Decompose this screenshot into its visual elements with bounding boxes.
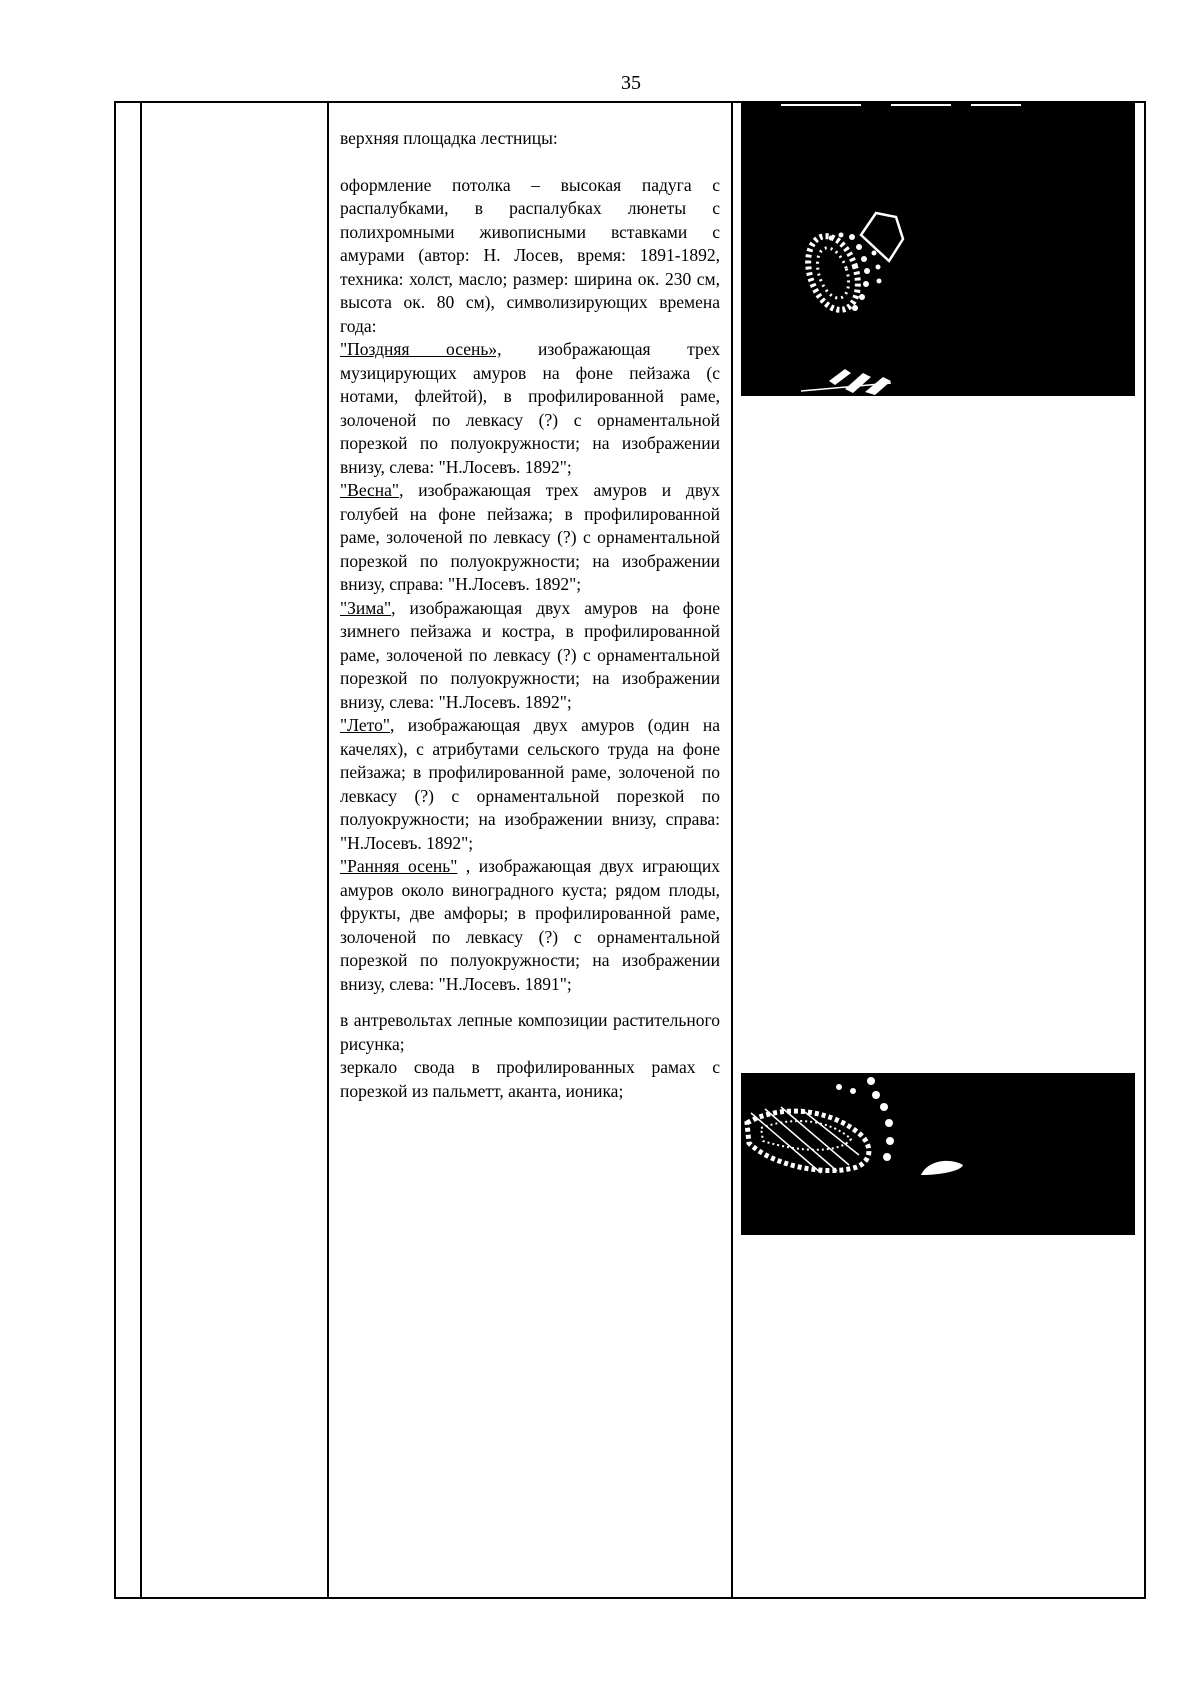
painting-text: , изображающая трех амуров и двух голубей на фоне пейзажа; в профилированной раме, золоченой по левкасу (?) с орнаментальной порезкой по полуокружности; на изображении внизу, справа: "Н.Лосевъ. 1892"; bbox=[340, 480, 720, 594]
table-divider-3 bbox=[731, 101, 733, 1599]
vault-mirror-description: зеркало свода в профилированных рамах с порезкой из пальметт, аканта, ионика; bbox=[340, 1057, 720, 1101]
painting-title: "Лето" bbox=[340, 715, 390, 735]
painting-title: "Весна" bbox=[340, 480, 400, 500]
ceiling-photo-image bbox=[741, 101, 1135, 396]
ceiling-photo bbox=[741, 101, 1135, 396]
painting-item bbox=[340, 479, 720, 597]
description-cell bbox=[340, 127, 720, 1103]
table-border-left bbox=[114, 101, 116, 1599]
antrevolt-description: в антревольтах лепные композиции растительного рисунка; bbox=[340, 1010, 720, 1054]
table-divider-1 bbox=[140, 101, 142, 1599]
vault-detail-photo bbox=[741, 1073, 1135, 1235]
painting-text: , изображающая двух амуров на фоне зимнего пейзажа и костра, в профилированной раме, золоченой по левкасу (?) с орнаментальной порезкой по полуокружности; на изображении внизу, слева: "Н.Лосевъ. 1892"; bbox=[340, 597, 720, 712]
painting-title: "Ранняя осень" bbox=[340, 856, 458, 876]
painting-item bbox=[340, 855, 720, 996]
table-divider-2 bbox=[327, 101, 329, 1599]
ceiling-description: оформление потолка – высокая падуга с распалубками, в распалубках люнеты с полихромными живописными вставками с амурами (автор: Н. Лосев, время: 1891-1892, техника: холст, масло; размер: ширина ок. 230 см, высота ок. 80 см), символизирующих времена года: bbox=[340, 174, 720, 336]
painting-text: , изображающая двух амуров (один на качелях), с атрибутами сельского труда на фоне пейзажа; в профилированной раме, золоченой по левкасу (?) с орнаментальной порезкой по полуокружности; на изображении внизу, справа: "Н.Лосевъ. 1892"; bbox=[340, 715, 720, 853]
table-bottom-border bbox=[114, 1597, 1146, 1599]
painting-item bbox=[340, 714, 720, 855]
painting-title: "Зима" bbox=[340, 597, 392, 618]
vault-detail-photo-image bbox=[741, 1073, 1135, 1235]
painting-item bbox=[340, 338, 720, 479]
page-number: 35 bbox=[621, 72, 641, 94]
painting-text: , изображающая двух играющих амуров около виноградного куста; рядом плоды, фрукты, две амфоры; в профилированной раме, золоченой по левкасу (?) с орнаментальной порезкой по полуокружности; на изображении внизу, слева: "Н.Лосевъ. 1891"; bbox=[340, 856, 720, 994]
section-heading: верхняя площадка лестницы: bbox=[340, 128, 558, 148]
painting-title: "Поздняя осень», bbox=[340, 339, 502, 359]
table-border-right bbox=[1144, 101, 1146, 1599]
painting-item bbox=[340, 597, 720, 715]
painting-text: изображающая трех музицирующих амуров на фоне пейзажа (с нотами, флейтой), в профилированной раме, золоченой по левкасу (?) с орнаментальной порезкой по полуокружности; на изображении внизу, слева: "Н.Лосевъ. 1892"; bbox=[340, 339, 721, 477]
